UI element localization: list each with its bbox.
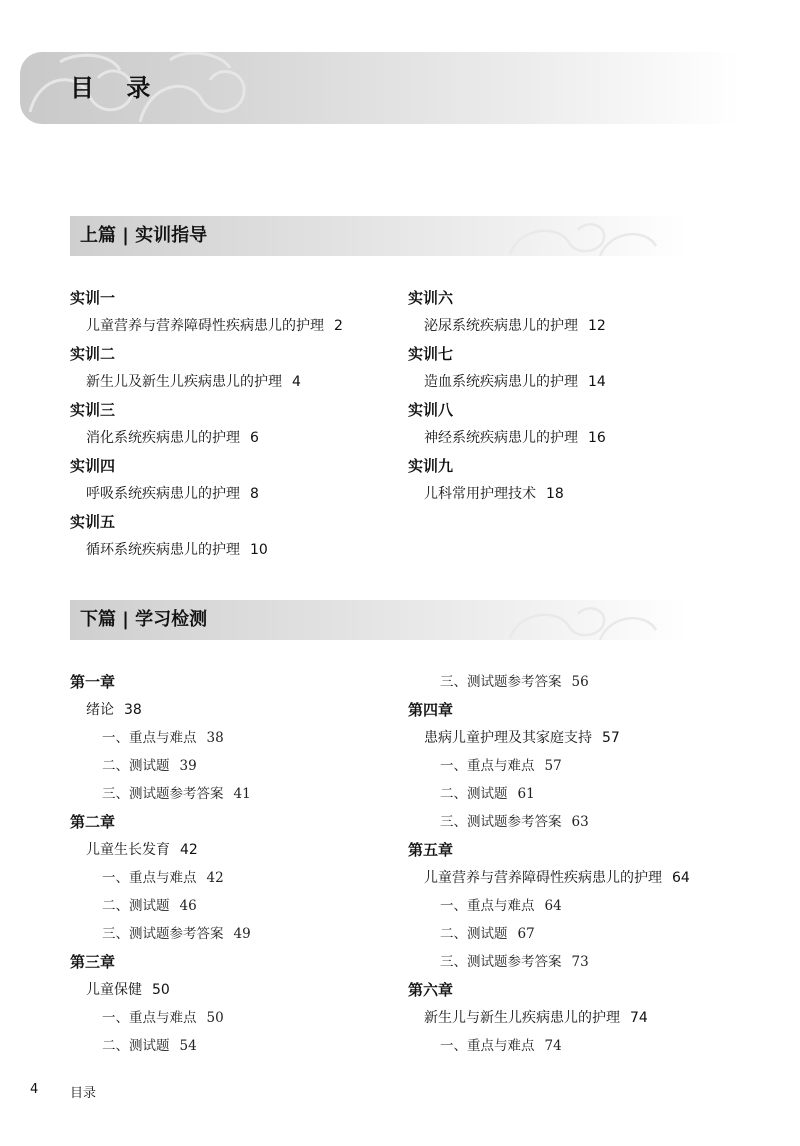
toc-column-s2-right [408, 672, 748, 1062]
toc-subentry [102, 868, 224, 888]
toc-entry [86, 484, 259, 504]
toc-entry [424, 1008, 648, 1028]
toc-text: 二、测试题 [102, 1038, 170, 1054]
toc-heading [70, 456, 115, 476]
toc-page-number: 42 [206, 870, 224, 886]
toc-page-number: 8 [250, 486, 259, 502]
toc-page-number: 6 [250, 430, 259, 446]
toc-page-number: 38 [124, 702, 142, 718]
toc-subentry [440, 784, 535, 804]
toc-heading [70, 952, 115, 972]
toc-subentry [102, 728, 224, 748]
toc-page-number: 14 [588, 374, 606, 390]
toc-page-number: 56 [571, 674, 589, 690]
toc-subentry [440, 812, 589, 832]
toc-text: 呼吸系统疾病患儿的护理 [86, 486, 240, 502]
cloud-pattern-icon [490, 600, 690, 640]
toc-entry [86, 840, 198, 860]
toc-page-number: 64 [672, 870, 690, 886]
toc-subentry [440, 952, 589, 972]
toc-text: 儿科常用护理技术 [424, 486, 536, 502]
toc-subentry [102, 1008, 224, 1028]
page-number: 4 [30, 1082, 39, 1097]
toc-heading [70, 344, 115, 364]
toc-entry [424, 428, 606, 448]
toc-page-number: 41 [233, 786, 251, 802]
toc-heading [70, 400, 115, 420]
toc-entry [86, 980, 170, 1000]
toc-text: 二、测试题 [102, 758, 170, 774]
toc-subentry [102, 756, 197, 776]
toc-text: 第二章 [70, 813, 116, 831]
toc-text: 第三章 [70, 953, 116, 971]
toc-page-number: 39 [179, 758, 197, 774]
toc-page-number: 18 [546, 486, 564, 502]
toc-entry [424, 728, 620, 748]
toc-text: 一、重点与难点 [440, 1038, 535, 1054]
toc-text: 三、测试题参考答案 [440, 814, 562, 830]
toc-subentry [102, 784, 251, 804]
toc-text: 新生儿与新生儿疾病患儿的护理 [424, 1010, 620, 1026]
toc-heading [408, 456, 453, 476]
toc-text: 实训八 [408, 401, 454, 419]
toc-page-number: 73 [571, 954, 589, 970]
toc-text: 泌尿系统疾病患儿的护理 [424, 318, 578, 334]
toc-text: 三、测试题参考答案 [102, 786, 224, 802]
toc-column-s1-right [408, 288, 738, 518]
toc-page-number: 64 [544, 898, 562, 914]
toc-page-number: 2 [334, 318, 343, 334]
toc-page-number: 63 [571, 814, 589, 830]
toc-text: 二、测试题 [440, 926, 508, 942]
toc-text: 一、重点与难点 [440, 898, 535, 914]
toc-page-number: 57 [544, 758, 562, 774]
toc-page-number: 12 [588, 318, 606, 334]
toc-text: 新生儿及新生儿疾病患儿的护理 [86, 374, 282, 390]
toc-heading [408, 400, 453, 420]
toc-text: 实训九 [408, 457, 454, 475]
toc-text: 实训三 [70, 401, 116, 419]
toc-text: 儿童营养与营养障碍性疾病患儿的护理 [424, 870, 662, 886]
toc-text: 一、重点与难点 [102, 1010, 197, 1026]
toc-subentry [440, 672, 589, 692]
toc-page-number: 46 [179, 898, 197, 914]
toc-entry [424, 316, 606, 336]
toc-page-number: 74 [544, 1038, 562, 1054]
toc-text: 一、重点与难点 [102, 870, 197, 886]
toc-subentry [440, 924, 535, 944]
toc-page-number: 61 [517, 786, 535, 802]
toc-subentry [102, 896, 197, 916]
toc-text: 二、测试题 [102, 898, 170, 914]
toc-text: 儿童保健 [86, 982, 142, 998]
toc-text: 造血系统疾病患儿的护理 [424, 374, 578, 390]
toc-text: 实训六 [408, 289, 454, 307]
toc-page-number: 67 [517, 926, 535, 942]
toc-subentry [440, 1036, 562, 1056]
toc-page-number: 42 [180, 842, 198, 858]
toc-text: 神经系统疾病患儿的护理 [424, 430, 578, 446]
toc-entry [424, 372, 606, 392]
toc-heading [70, 812, 115, 832]
page-title: 目 录 [70, 74, 163, 102]
toc-text: 儿童生长发育 [86, 842, 170, 858]
toc-text: 消化系统疾病患儿的护理 [86, 430, 240, 446]
toc-entry [424, 484, 564, 504]
toc-heading [70, 512, 115, 532]
footer-label: 目录 [70, 1086, 97, 1101]
toc-entry [424, 868, 690, 888]
toc-entry [86, 372, 301, 392]
toc-heading [408, 700, 453, 720]
toc-subentry [440, 896, 562, 916]
toc-text: 第五章 [408, 841, 454, 859]
toc-text: 一、重点与难点 [102, 730, 197, 746]
toc-subentry [102, 1036, 197, 1056]
toc-text: 循环系统疾病患儿的护理 [86, 542, 240, 558]
toc-heading [408, 288, 453, 308]
toc-text: 第四章 [408, 701, 454, 719]
toc-page-number: 57 [602, 730, 620, 746]
toc-text: 实训四 [70, 457, 116, 475]
toc-text: 二、测试题 [440, 786, 508, 802]
toc-text: 实训七 [408, 345, 454, 363]
toc-page-number: 38 [206, 730, 224, 746]
toc-page-number: 16 [588, 430, 606, 446]
toc-page-number: 4 [292, 374, 301, 390]
toc-column-s2-left [70, 672, 400, 1062]
toc-column-s1-left [70, 288, 400, 568]
toc-heading [408, 344, 453, 364]
toc-entry [86, 540, 268, 560]
toc-text: 实训五 [70, 513, 116, 531]
toc-page-number: 50 [152, 982, 170, 998]
toc-text: 患病儿童护理及其家庭支持 [424, 730, 592, 746]
toc-entry [86, 700, 142, 720]
toc-heading [70, 288, 115, 308]
toc-heading [408, 980, 453, 1000]
toc-text: 第六章 [408, 981, 454, 999]
section-title-assessment: 下篇 | 学习检测 [80, 609, 208, 630]
toc-text: 三、测试题参考答案 [440, 954, 562, 970]
toc-page-number: 49 [233, 926, 251, 942]
toc-page-number: 50 [206, 1010, 224, 1026]
toc-subentry [102, 924, 251, 944]
toc-entry [86, 316, 343, 336]
toc-page-number: 74 [630, 1010, 648, 1026]
toc-text: 绪论 [86, 702, 114, 718]
toc-heading [408, 840, 453, 860]
toc-page-number: 10 [250, 542, 268, 558]
toc-text: 一、重点与难点 [440, 758, 535, 774]
toc-entry [86, 428, 259, 448]
toc-text: 儿童营养与营养障碍性疾病患儿的护理 [86, 318, 324, 334]
toc-text: 实训一 [70, 289, 116, 307]
toc-heading [70, 672, 115, 692]
section-title-practical: 上篇 | 实训指导 [80, 225, 208, 246]
toc-text: 三、测试题参考答案 [440, 674, 562, 690]
toc-text: 实训二 [70, 345, 116, 363]
toc-text: 三、测试题参考答案 [102, 926, 224, 942]
toc-text: 第一章 [70, 673, 116, 691]
toc-page-number: 54 [179, 1038, 197, 1054]
cloud-pattern-icon [490, 216, 690, 256]
toc-subentry [440, 756, 562, 776]
